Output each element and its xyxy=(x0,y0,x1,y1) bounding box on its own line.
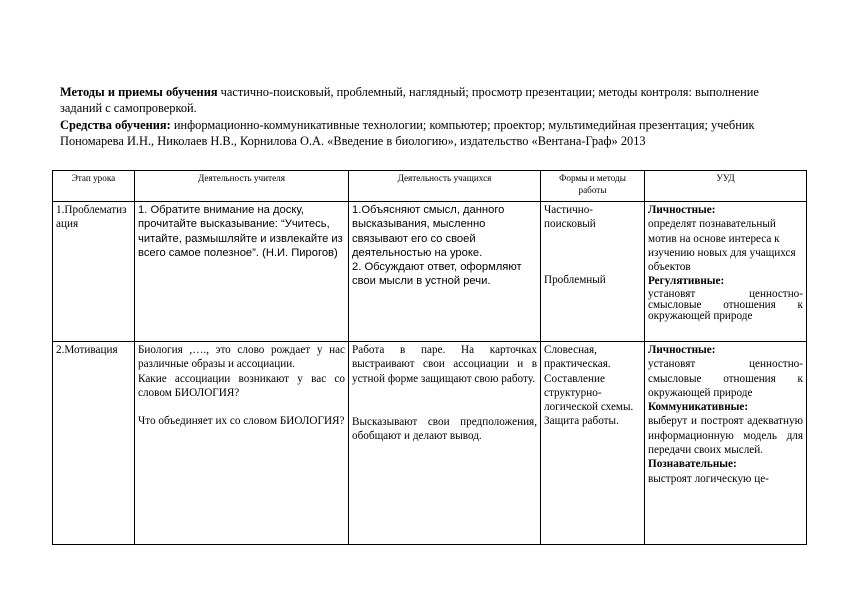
uud-text-2: установят ценностно-смысловые отношения к окружающей природе xyxy=(648,287,803,322)
header-students: Деятельность учащихся xyxy=(349,171,541,202)
means-text: информационно-коммуникативные технологии; компьютер; проектор; мультимедийная презентация; учебник Пономарева И.Н., Николаев Н.В., Корнилова О.А. «Введение в биологию», издательство «Вентана-Граф» 2013 xyxy=(60,117,755,148)
uud-text-1: установят ценностно-смысловые отношения к окружающей природе xyxy=(648,358,803,399)
intro-block xyxy=(60,84,772,149)
methods-label: Методы и приемы обучения xyxy=(60,85,218,99)
stage-cell: 1.Проблематизация xyxy=(53,202,135,342)
teacher-cell xyxy=(135,342,349,545)
means-label: Средства обучения: xyxy=(60,117,171,132)
uud-heading-2: Коммуникативные: xyxy=(648,401,749,414)
forms-text-1: Частично-поисковый xyxy=(544,204,596,231)
header-teacher: Деятельность учителя xyxy=(135,171,349,202)
forms-text-2: Проблемный xyxy=(544,273,606,286)
forms-text-1: Словесная, практическая. xyxy=(544,344,611,371)
means-paragraph xyxy=(60,117,772,150)
uud-cell xyxy=(645,202,807,342)
methods-paragraph xyxy=(60,84,772,117)
lesson-table xyxy=(52,170,807,545)
methods-text: частично-поисковый, проблемный, наглядный; просмотр презентации; методы контроля: выполнение заданий с самопроверкой. xyxy=(60,85,759,116)
forms-cell xyxy=(541,342,645,545)
header-uud: УУД xyxy=(645,171,807,202)
uud-text-3: выстроят логическую це- xyxy=(648,472,769,485)
teacher-text-3: Что объединяет их со словом БИОЛОГИЯ? xyxy=(138,415,345,428)
students-text-1: Работа в паре. На карточках выстраивают свои ассоциации и в устной форме защищают свою работу. xyxy=(352,344,537,385)
forms-cell xyxy=(541,202,645,342)
uud-text-1: определят познавательный мотив на основе интереса к изучению новых для учащихся объектов xyxy=(648,218,796,274)
students-text-2: 2. Обсуждают ответ, оформляют свои мысли в устной речи. xyxy=(352,261,522,288)
uud-heading-3: Познавательные: xyxy=(648,458,737,471)
teacher-text-1: Биология ,…., это слово рождает у нас различные образы и ассоциации. xyxy=(138,344,345,371)
table-row xyxy=(53,342,807,545)
header-stage: Этап урока xyxy=(53,171,135,202)
teacher-text-2: Какие ассоциации возникают у вас со словом БИОЛОГИЯ? xyxy=(138,372,345,399)
forms-text-2: Составление структурно-логической схемы. xyxy=(544,372,634,414)
header-forms: Формы и методы работы xyxy=(541,171,645,202)
students-text-2: Высказывают свои предположения, обобщают и делают вывод. xyxy=(352,415,537,443)
uud-heading-1: Личностные: xyxy=(648,204,716,216)
stage-cell: 2.Мотивация xyxy=(53,342,135,545)
students-cell xyxy=(349,202,541,342)
teacher-cell: 1. Обратите внимание на доску, прочитайте высказывание: “Учитесь, читайте, размышляйте и извлекайте из всего самое полезное”. (Н.И. Пирогов) xyxy=(135,202,349,342)
uud-cell xyxy=(645,342,807,545)
uud-text-2: выберут и построят адекватную информационную модель для передачи своих мыслей. xyxy=(648,415,803,457)
forms-text-3: Защита работы. xyxy=(544,415,619,428)
students-cell xyxy=(349,342,541,545)
uud-heading-1: Личностные: xyxy=(648,344,716,356)
students-text-1: 1.Объясняют смысл, данного высказывания, мысленно связывают его со своей деятельностью на уроке. xyxy=(352,204,505,259)
table-header-row xyxy=(53,171,807,202)
table-row xyxy=(53,202,807,342)
uud-heading-2: Регулятивные: xyxy=(648,275,725,288)
